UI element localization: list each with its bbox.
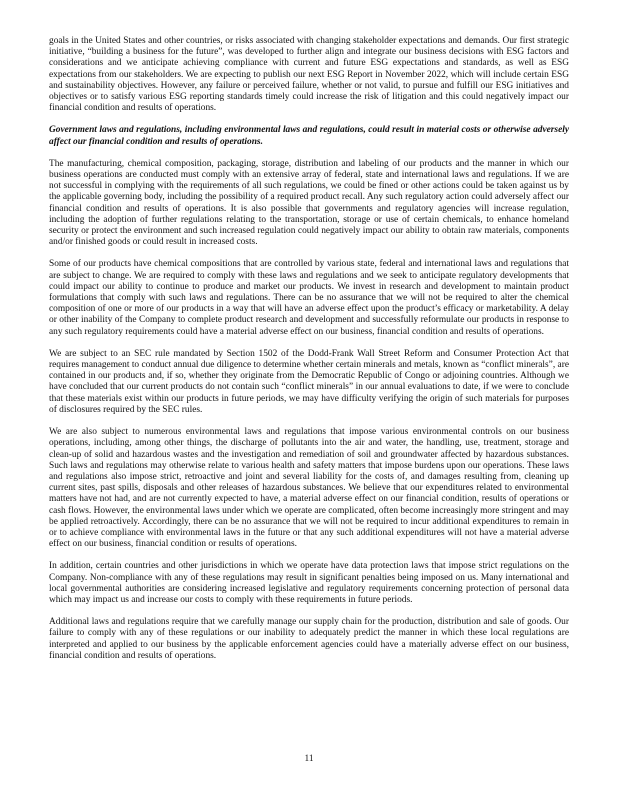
section-heading-government-laws: Government laws and regulations, including environmental laws and regulations, could result in material costs or otherwise adversely affect our financial condition and results of operations. (49, 125, 569, 147)
paragraph-data-protection: In addition, certain countries and other jurisdictions in which we operate have data protection laws that impose strict regulations on the Company. Non-compliance with any of these regulations may result in significant penalties being imposed on us. Many international and local governmental authorities are considering increased legislative and regulatory requirements concerning protection of personal data which may impact us and increase our costs to comply with these requirements in future periods. (49, 561, 569, 605)
document-page (49, 36, 569, 673)
page-number: 11 (304, 754, 314, 764)
paragraph-environmental-laws: We are also subject to numerous environmental laws and regulations that impose various environmental controls on our business operations, including, among other things, the discharge of pollutants into the air and water, the handling, use, treatment, storage and clean-up of solid and hazardous wastes and the investigation and remediation of soil and groundwater affected by hazardous substances. Such laws and regulations may otherwise relate to various health and safety matters that impose burdens upon our operations. These laws and regulations also impose strict, retroactive and joint and several liability for the costs of, and damages resulting from, cleaning up current sites, past spills, disposals and other releases of hazardous substances. We believe that our expenditures related to environmental matters have not had, and are not currently expected to have, a material adverse effect on our financial condition, results of operations or cash flows. However, the environmental laws under which we operate are complicated, often become increasingly more stringent and may be applied retroactively. Accordingly, there can be no assurance that we will not be required to incur additional expenditures to remain in or to achieve compliance with environmental laws in the future or that any such additional expenditures will not have a material adverse effect on our business, financial condition or results of operations. (49, 427, 569, 550)
paragraph-supply-chain: Additional laws and regulations require that we carefully manage our supply chain for the production, distribution and sale of goods. Our failure to comply with any of these regulations or our inability to adequately predict the manner in which these local regulations are interpreted and applied to our business by the applicable enforcement agencies could have a materially adverse effect on our business, financial condition and results of operations. (49, 617, 569, 661)
paragraph-chemical-compositions: Some of our products have chemical compositions that are controlled by various state, federal and international laws and regulations that are subject to change. We are required to comply with these laws and regulations and we seek to anticipate regulatory developments that could impact our ability to continue to produce and market our products. We invest in research and development to maintain product formulations that comply with such laws and regulations. There can be no assurance that we will not be required to alter the chemical composition of one or more of our products in a way that will have an adverse effect upon the product’s efficacy or marketability. A delay or other inability of the Company to complete product research and development and successfully reformulate our products in response to any such regulatory requirements could have a material adverse effect on our business, financial condition and results of operations. (49, 259, 569, 337)
paragraph-esg-continuation: goals in the United States and other countries, or risks associated with changing stakeholder expectations and demands. Our first strategic initiative, “building a business for the future”, was developed to further align and integrate our business decisions with ESG factors and considerations and we anticipate achieving compliance with current and future ESG expectations and standards, as well as ESG expectations from our stakeholders. We are expecting to publish our next ESG Report in November 2022, which will include certain ESG and sustainability objectives. However, any failure or perceived failure, whether or not valid, to pursue and fulfill our ESG initiatives and objectives or to satisfy various ESG reporting standards timely could increase the risk of litigation and this could negatively impact our financial condition and results of operations. (49, 36, 569, 114)
paragraph-manufacturing-regulations: The manufacturing, chemical composition, packaging, storage, distribution and labeling of our products and the manner in which our business operations are conducted must comply with an extensive array of federal, state and international laws and regulations. If we are not successful in complying with the requirements of all such regulations, we could be fined or other actions could be taken against us by the applicable governing body, including the possibility of a required product recall. Any such regulatory action could adversely affect our financial condition and results of operations. It is also possible that governments and regulatory agencies will increase regulation, including the adoption of further regulations relating to the transportation, storage or use of certain chemicals, to enhance homeland security or protect the environment and such increased regulation could negatively impact our ability to obtain raw materials, components and/or finished goods or could result in increased costs. (49, 158, 569, 248)
paragraph-conflict-minerals: We are subject to an SEC rule mandated by Section 1502 of the Dodd-Frank Wall Street Reform and Consumer Protection Act that requires management to conduct annual due diligence to determine whether certain minerals and metals, known as “conflict minerals”, are contained in our products and, if so, whether they originate from the Democratic Republic of Congo or adjoining countries. Although we have concluded that our current products do not contain such “conflict minerals” in our annual evaluations to date, if we were to conclude that these materials exist within our products in future periods, we may have difficulty verifying the origin of such materials for purposes of disclosures required by the SEC rules. (49, 348, 569, 415)
